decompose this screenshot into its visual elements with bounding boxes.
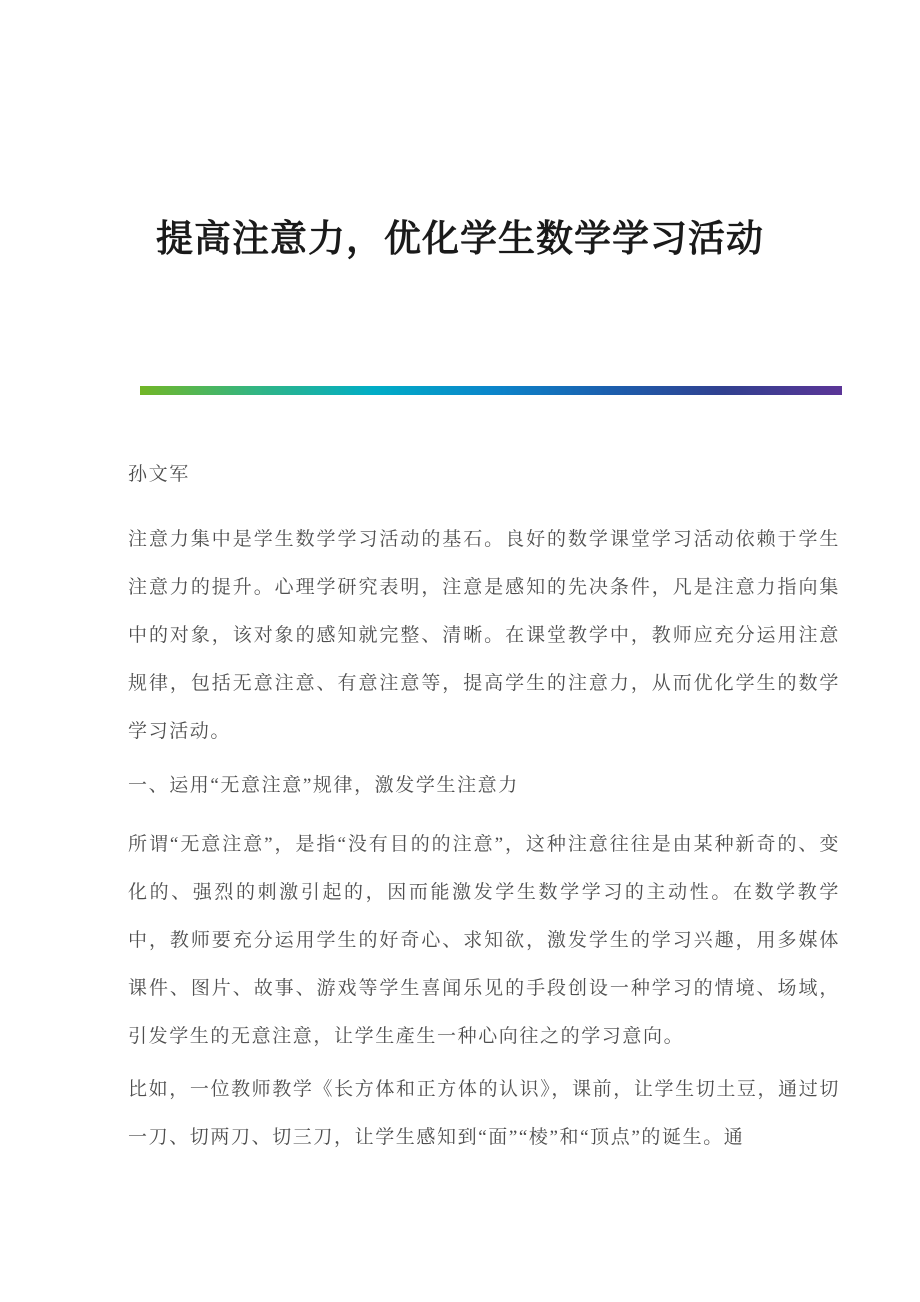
paragraph-intro: 注意力集中是学生数学学习活动的基石。良好的数学课堂学习活动依赖于学生注意力的提升。心理学研究表明，注意是感知的先决条件，凡是注意力指向集中的对象，该对象的感知就完整、清晰。在课堂教学中，教师应充分运用注意规律，包括无意注意、有意注意等，提高学生的注意力，从而优化学生的数学学习活动。 xyxy=(128,529,840,742)
document-title: 提高注意力，优化学生数学学习活动 xyxy=(156,219,764,260)
author-name: 孙文军 xyxy=(128,464,190,485)
paragraph-example: 比如，一位教师教学《长方体和正方体的认识》，课前，让学生切土豆，通过切一刀、切两刀、切三刀，让学生感知到“面”“棱”和“顶点”的诞生。通 xyxy=(128,1079,840,1148)
paragraph-unintentional-attention: 所谓“无意注意”，是指“没有目的的注意”，这种注意往往是由某种新奇的、变化的、强烈的刺激引起的，因而能激发学生数学学习的主动性。在数学教学中，教师要充分运用学生的好奇心、求知欲，激发学生的学习兴趣，用多媒体课件、图片、故事、游戏等学生喜闻乐见的手段创设一种学习的情境、场域，引发学生的无意注意，让学生產生一种心向往之的学习意向。 xyxy=(128,834,840,1047)
section-heading-1: 一、运用“无意注意”规律，激发学生注意力 xyxy=(128,775,519,796)
divider-bar xyxy=(140,386,842,395)
